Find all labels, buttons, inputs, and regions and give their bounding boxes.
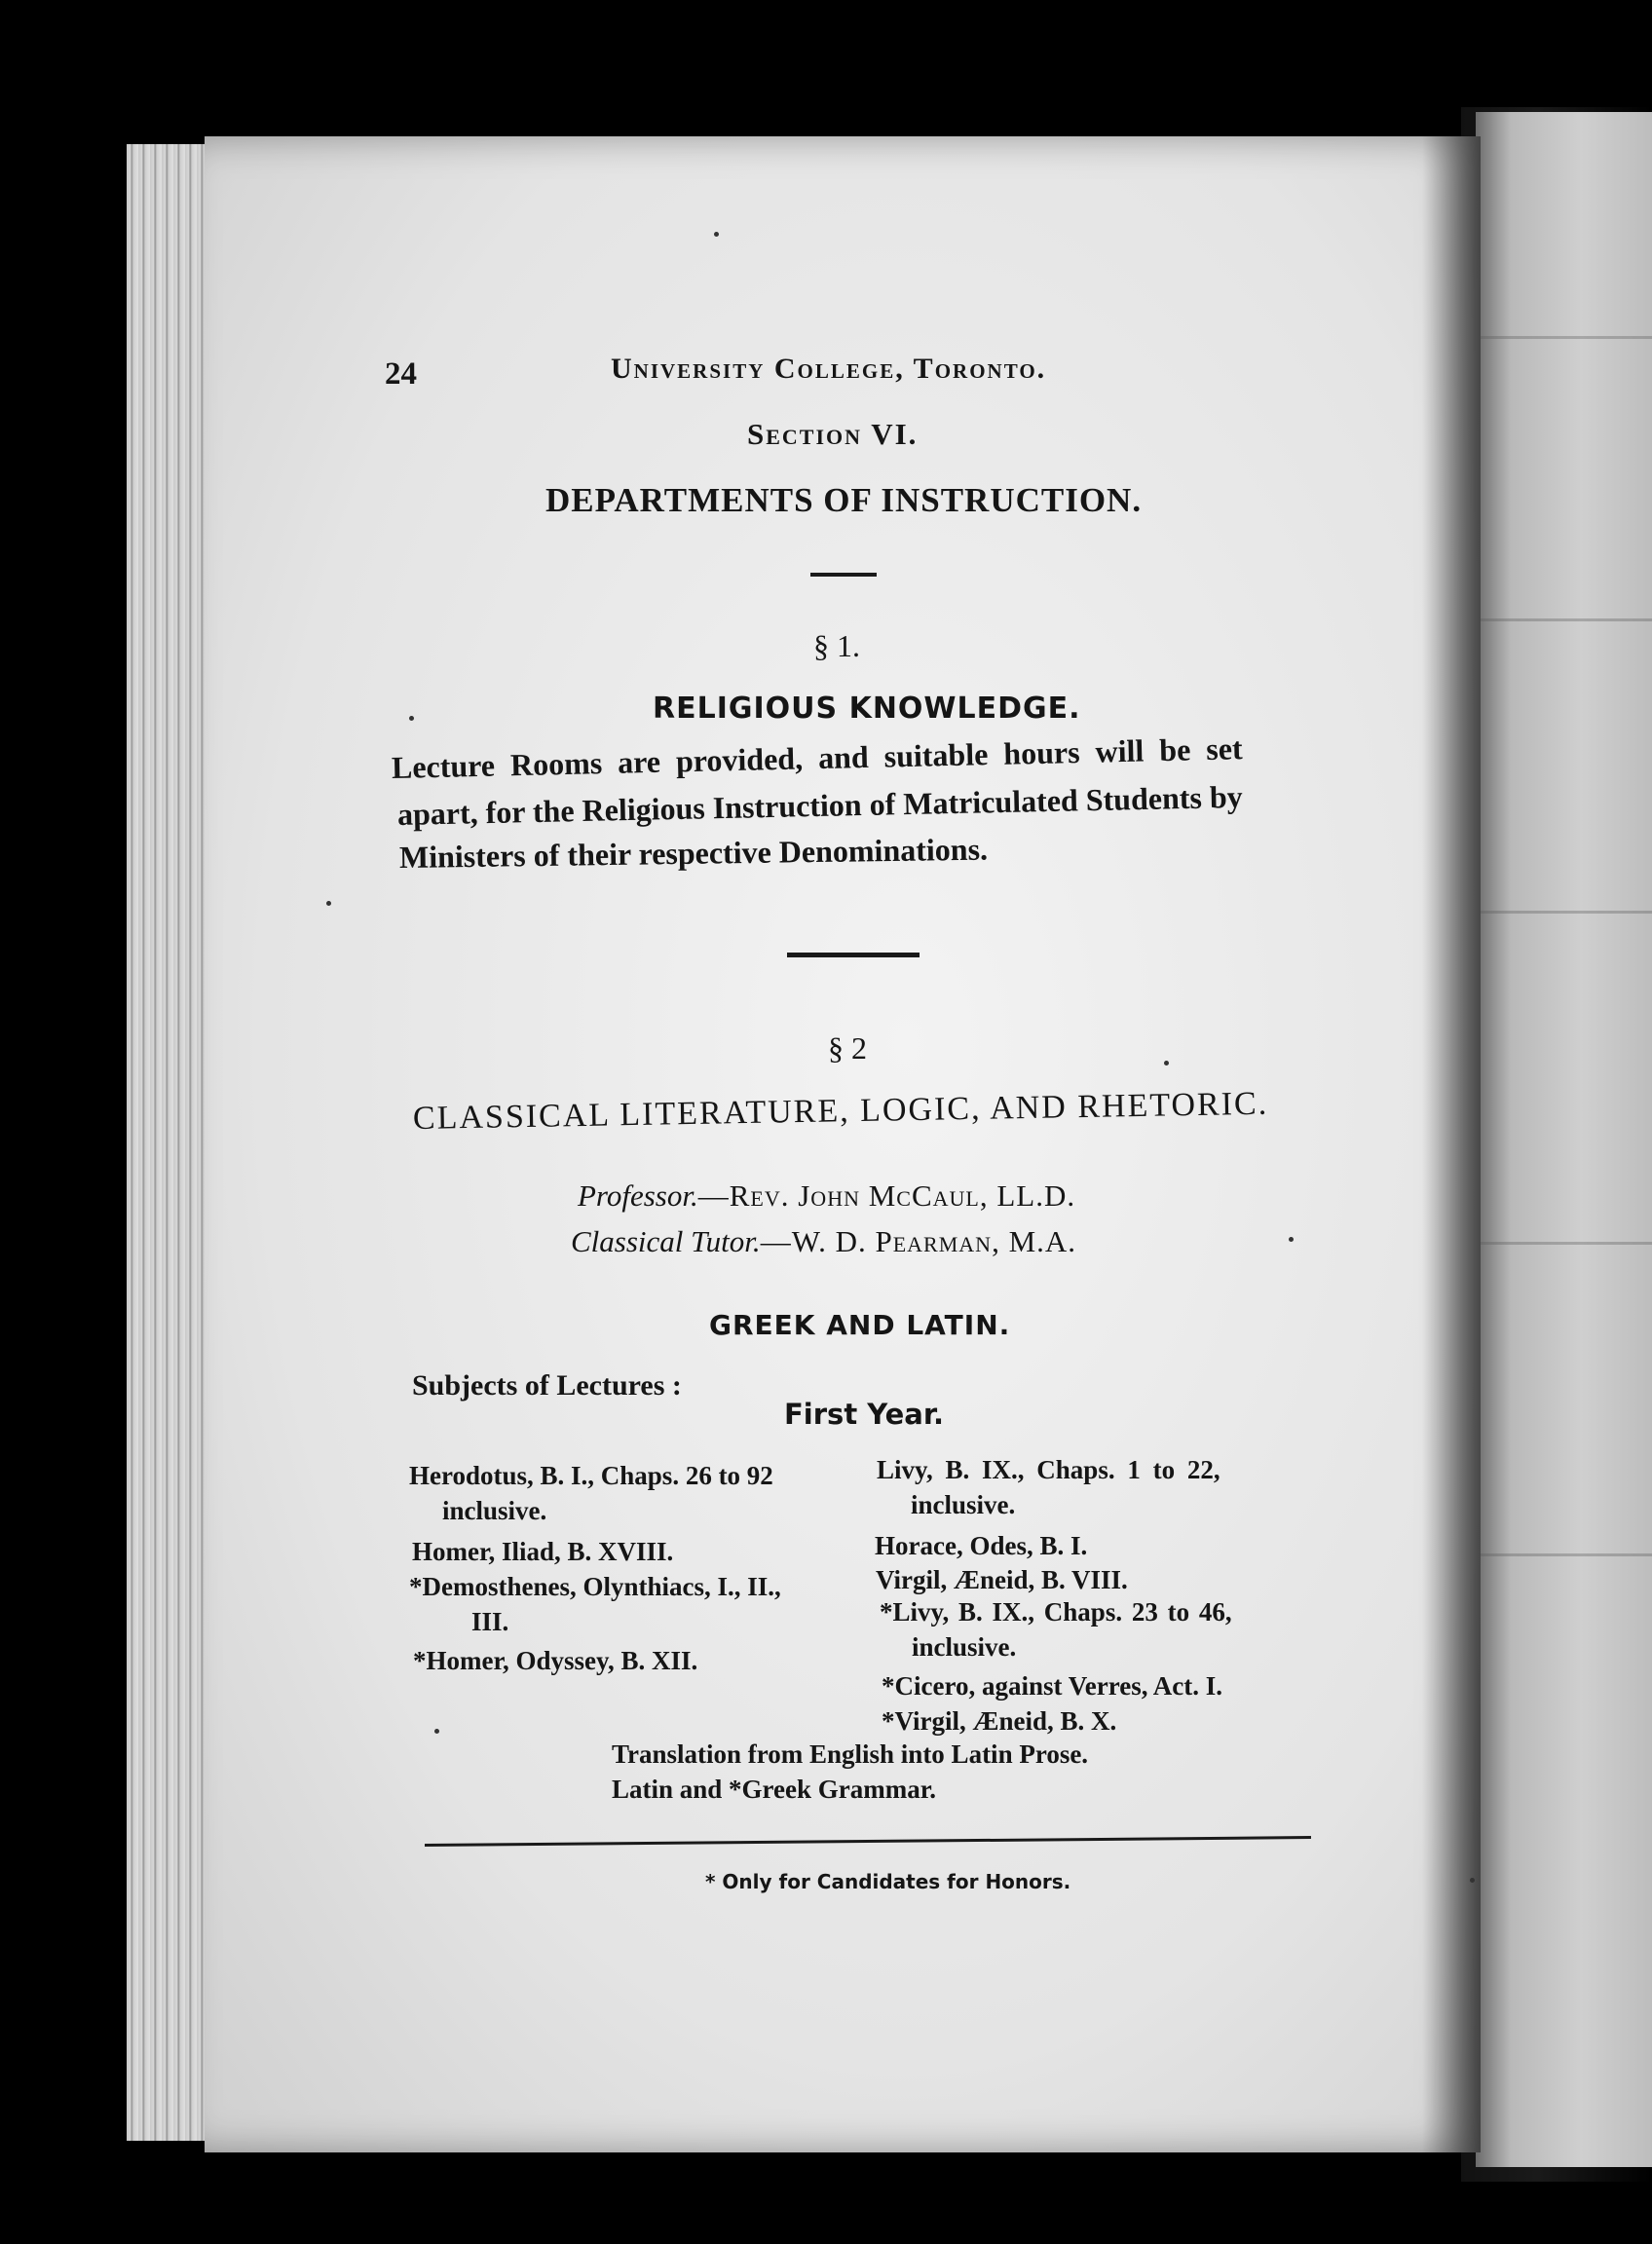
subjects-label: Subjects of Lectures :	[412, 1369, 682, 1402]
left-column-line: Herodotus, B. I., Chaps. 26 to 92	[409, 1461, 773, 1490]
tutor-line	[571, 1224, 1076, 1259]
translation-line: Translation from English into Latin Prose.	[612, 1739, 1089, 1769]
paragraph-mark-1: § 1.	[813, 628, 860, 663]
classical-literature-heading: CLASSICAL LITERATURE, LOGIC, AND RHETORIC.	[412, 1085, 1269, 1137]
gutter-shadow	[1422, 136, 1481, 2152]
body-line: Lecture Rooms are provided, and suitable hours will be set	[391, 730, 1243, 785]
right-column-line: *Virgil, Æneid, B. X.	[882, 1706, 1117, 1736]
staff-name: —W. D. Pearman, M.A.	[760, 1224, 1077, 1258]
scan-speck	[714, 232, 719, 237]
grammar-line: Latin and *Greek Grammar.	[612, 1775, 937, 1804]
left-column-line: inclusive.	[442, 1496, 547, 1525]
scan-speck	[1289, 1237, 1294, 1242]
right-column-line: inclusive.	[912, 1632, 1017, 1662]
footnote: * Only for Candidates for Honors.	[705, 1870, 1071, 1893]
left-column-line: III.	[471, 1607, 509, 1636]
departments-heading: DEPARTMENTS OF INSTRUCTION.	[545, 481, 1143, 519]
staff-role: Professor.	[578, 1178, 698, 1213]
body-line: apart, for the Religious Instruction of Matriculated Students by	[396, 778, 1244, 832]
scan-speck	[434, 1729, 439, 1734]
right-column-line: *Livy, B. IX., Chaps. 23 to 46,	[880, 1597, 1232, 1627]
divider-rule	[787, 953, 920, 957]
right-column-line: Virgil, Æneid, B. VIII.	[876, 1565, 1128, 1594]
right-column-line: Horace, Odes, B. I.	[875, 1531, 1088, 1560]
staff-role: Classical Tutor.	[571, 1224, 761, 1258]
right-column-line: *Cicero, against Verres, Act. I.	[882, 1671, 1222, 1701]
running-head: University College, Toronto.	[611, 353, 1047, 385]
scan-speck	[409, 716, 414, 721]
left-column-line: *Demosthenes, Olynthiacs, I., II.,	[409, 1572, 781, 1601]
left-column-line: Homer, Iliad, B. XVIII.	[412, 1537, 674, 1566]
facing-page-edge	[1476, 112, 1652, 2167]
right-column-line: inclusive.	[911, 1490, 1016, 1519]
scan-speck	[1470, 1878, 1475, 1883]
right-column-line: Livy, B. IX., Chaps. 1 to 22,	[877, 1455, 1220, 1484]
religious-knowledge-heading: RELIGIOUS KNOWLEDGE.	[653, 692, 1081, 726]
section-label: Section VI.	[747, 417, 919, 451]
greek-latin-heading: GREEK AND LATIN.	[709, 1309, 1011, 1341]
scan-speck	[1164, 1061, 1169, 1066]
staff-name: —Rev. John McCaul, LL.D.	[697, 1178, 1076, 1213]
first-year-heading: First Year.	[784, 1398, 945, 1431]
divider-rule	[810, 573, 877, 577]
scan-speck	[326, 901, 331, 906]
body-line: Ministers of their respective Denominations.	[398, 831, 989, 875]
professor-line	[578, 1178, 1075, 1214]
left-column-line: *Homer, Odyssey, B. XII.	[413, 1646, 698, 1675]
paragraph-mark-2: § 2	[828, 1030, 867, 1066]
page-number: 24	[385, 356, 417, 392]
